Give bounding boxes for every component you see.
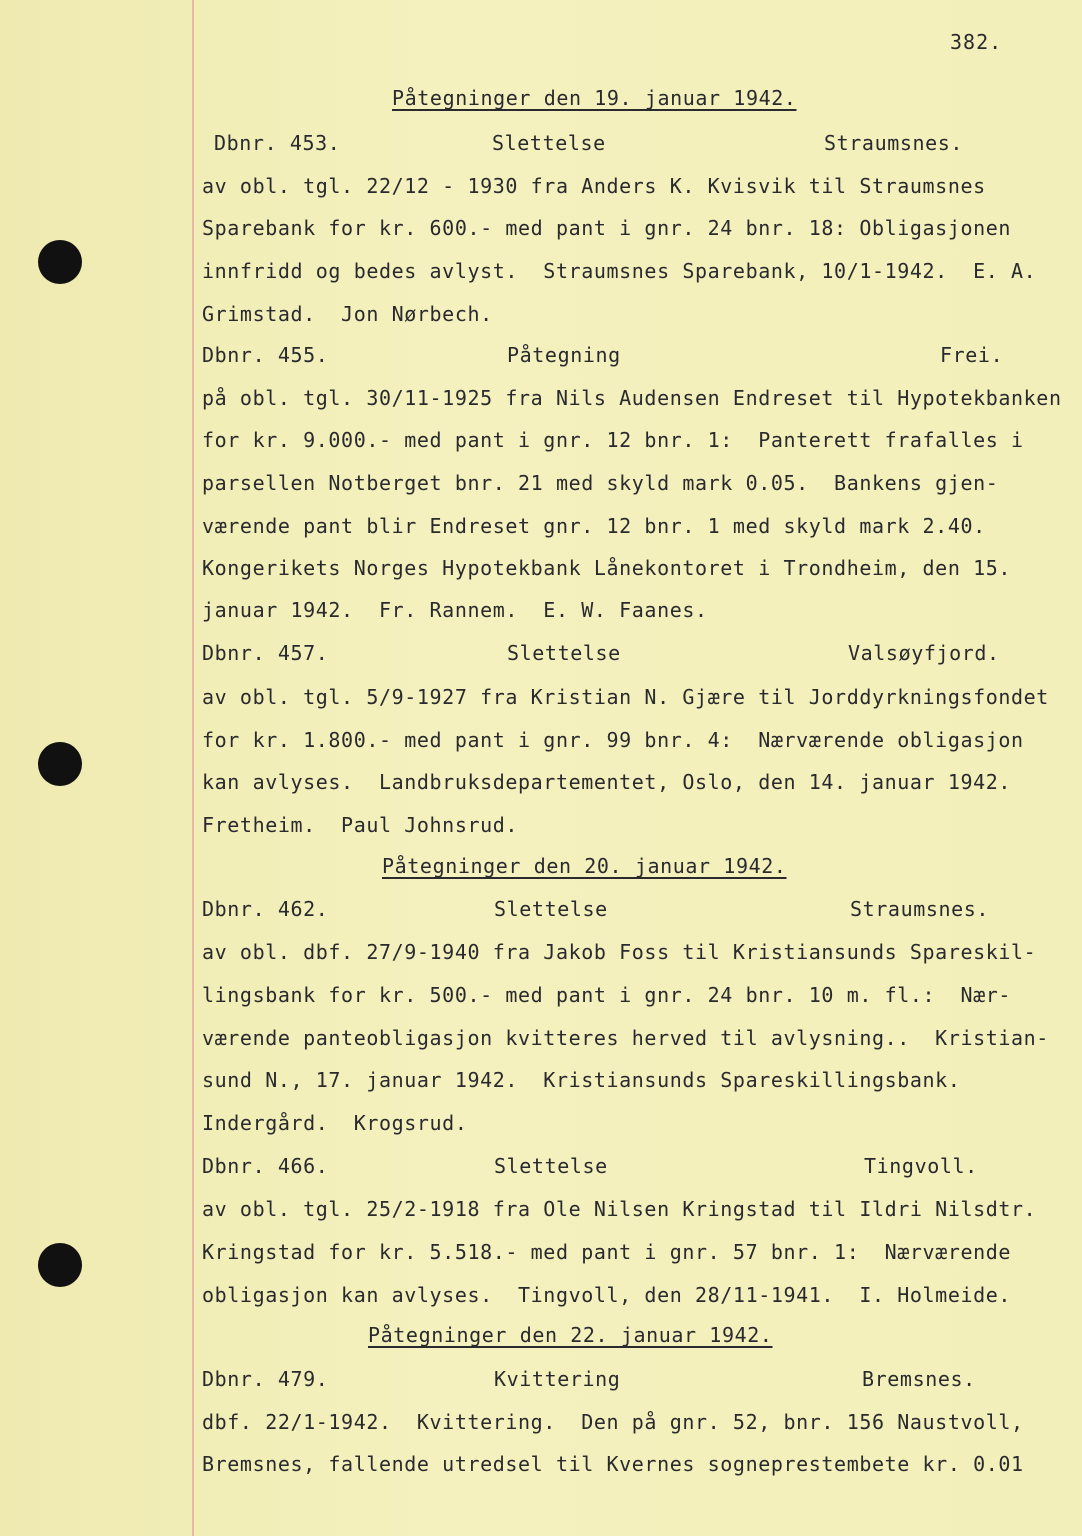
entry-text-line: innfridd og bedes avlyst. Straumsnes Sparebank, 10/1-1942. E. A. bbox=[202, 259, 1037, 283]
date-heading: Påtegninger den 20. januar 1942. bbox=[382, 854, 787, 878]
entry-text-line: lingsbank for kr. 500.- med pant i gnr. 24 bnr. 10 m. fl.: Nær- bbox=[202, 983, 1012, 1007]
entry-text-line: på obl. tgl. 30/11-1925 fra Nils Audensen Endreset til Hypotekbanken bbox=[202, 386, 1062, 410]
entry-text-line: av obl. dbf. 27/9-1940 fra Jakob Foss til Kristiansunds Spareskil- bbox=[202, 940, 1037, 964]
entry-text-line: av obl. tgl. 25/2-1918 fra Ole Nilsen Kringstad til Ildri Nilsdtr. bbox=[202, 1197, 1037, 1221]
entry-number: Dbnr. 466. bbox=[202, 1154, 329, 1178]
entry-text-line: Kringstad for kr. 5.518.- med pant i gnr. 57 bnr. 1: Nærværende bbox=[202, 1240, 1012, 1264]
entry-text-line: værende pant blir Endreset gnr. 12 bnr. 1 med skyld mark 2.40. bbox=[202, 514, 986, 538]
entry-type: Kvittering bbox=[494, 1367, 621, 1391]
entry-header bbox=[202, 343, 1002, 373]
entry-text-line: Fretheim. Paul Johnsrud. bbox=[202, 813, 519, 837]
entry-type: Slettelse bbox=[494, 1154, 608, 1178]
entry-place: Bremsnes. bbox=[862, 1367, 976, 1391]
entry-text-line: av obl. tgl. 5/9-1927 fra Kristian N. Gjære til Jorddyrkningsfondet bbox=[202, 685, 1049, 709]
entry-text-line: dbf. 22/1-1942. Kvittering. Den på gnr. 52, bnr. 156 Naustvoll, bbox=[202, 1410, 1024, 1434]
entry-number: Dbnr. 462. bbox=[202, 897, 329, 921]
entry-text-line: Indergård. Krogsrud. bbox=[202, 1111, 468, 1135]
entry-type: Slettelse bbox=[507, 641, 621, 665]
entry-number: Dbnr. 457. bbox=[202, 641, 329, 665]
entry-text-line: av obl. tgl. 22/12 - 1930 fra Anders K. Kvisvik til Straumsnes bbox=[202, 174, 986, 198]
entry-number: Dbnr. 455. bbox=[202, 343, 329, 367]
entry-number: Dbnr. 453. bbox=[214, 131, 341, 155]
entry-number: Dbnr. 479. bbox=[202, 1367, 329, 1391]
entry-text-line: for kr. 9.000.- med pant i gnr. 12 bnr. 1: Panterett frafalles i bbox=[202, 428, 1024, 452]
entry-text-line: sund N., 17. januar 1942. Kristiansunds Spareskillingsbank. bbox=[202, 1068, 961, 1092]
entry-text-line: for kr. 1.800.- med pant i gnr. 99 bnr. 4: Nærværende obligasjon bbox=[202, 728, 1024, 752]
entry-place: Valsøyfjord. bbox=[848, 641, 1000, 665]
entry-header bbox=[202, 1154, 1002, 1184]
entry-place: Straumsnes. bbox=[824, 131, 964, 155]
entry-place: Tingvoll. bbox=[864, 1154, 978, 1178]
punch-hole bbox=[38, 240, 82, 284]
entry-header bbox=[202, 1367, 1002, 1397]
entry-type: Påtegning bbox=[507, 343, 621, 367]
entry-text-line: parsellen Notberget bnr. 21 med skyld mark 0.05. Bankens gjen- bbox=[202, 471, 999, 495]
entry-place: Straumsnes. bbox=[850, 897, 990, 921]
entry-text-line: Sparebank for kr. 600.- med pant i gnr. 24 bnr. 18: Obligasjonen bbox=[202, 216, 1012, 240]
entry-text-line: obligasjon kan avlyses. Tingvoll, den 28/11-1941. I. Holmeide. bbox=[202, 1283, 1012, 1307]
date-heading: Påtegninger den 19. januar 1942. bbox=[392, 86, 797, 110]
entry-text-line: januar 1942. Fr. Rannem. E. W. Faanes. bbox=[202, 598, 708, 622]
date-heading: Påtegninger den 22. januar 1942. bbox=[368, 1323, 773, 1347]
entry-type: Slettelse bbox=[492, 131, 606, 155]
punch-hole bbox=[38, 1243, 82, 1287]
entry-text-line: kan avlyses. Landbruksdepartementet, Oslo, den 14. januar 1942. bbox=[202, 770, 1012, 794]
page-number: 382. bbox=[950, 30, 1003, 54]
entry-text-line: Grimstad. Jon Nørbech. bbox=[202, 302, 493, 326]
entry-header bbox=[202, 641, 1002, 671]
entry-header bbox=[202, 897, 1002, 927]
entry-text-line: Bremsnes, fallende utredsel til Kvernes sogneprestembete kr. 0.01 bbox=[202, 1452, 1024, 1476]
entry-type: Slettelse bbox=[494, 897, 608, 921]
entry-place: Frei. bbox=[940, 343, 1004, 367]
punch-hole bbox=[38, 742, 82, 786]
margin-rule bbox=[192, 0, 194, 1536]
entry-text-line: Kongerikets Norges Hypotekbank Lånekontoret i Trondheim, den 15. bbox=[202, 556, 1012, 580]
entry-header bbox=[202, 131, 1002, 161]
entry-text-line: værende panteobligasjon kvitteres herved til avlysning.. Kristian- bbox=[202, 1026, 1049, 1050]
